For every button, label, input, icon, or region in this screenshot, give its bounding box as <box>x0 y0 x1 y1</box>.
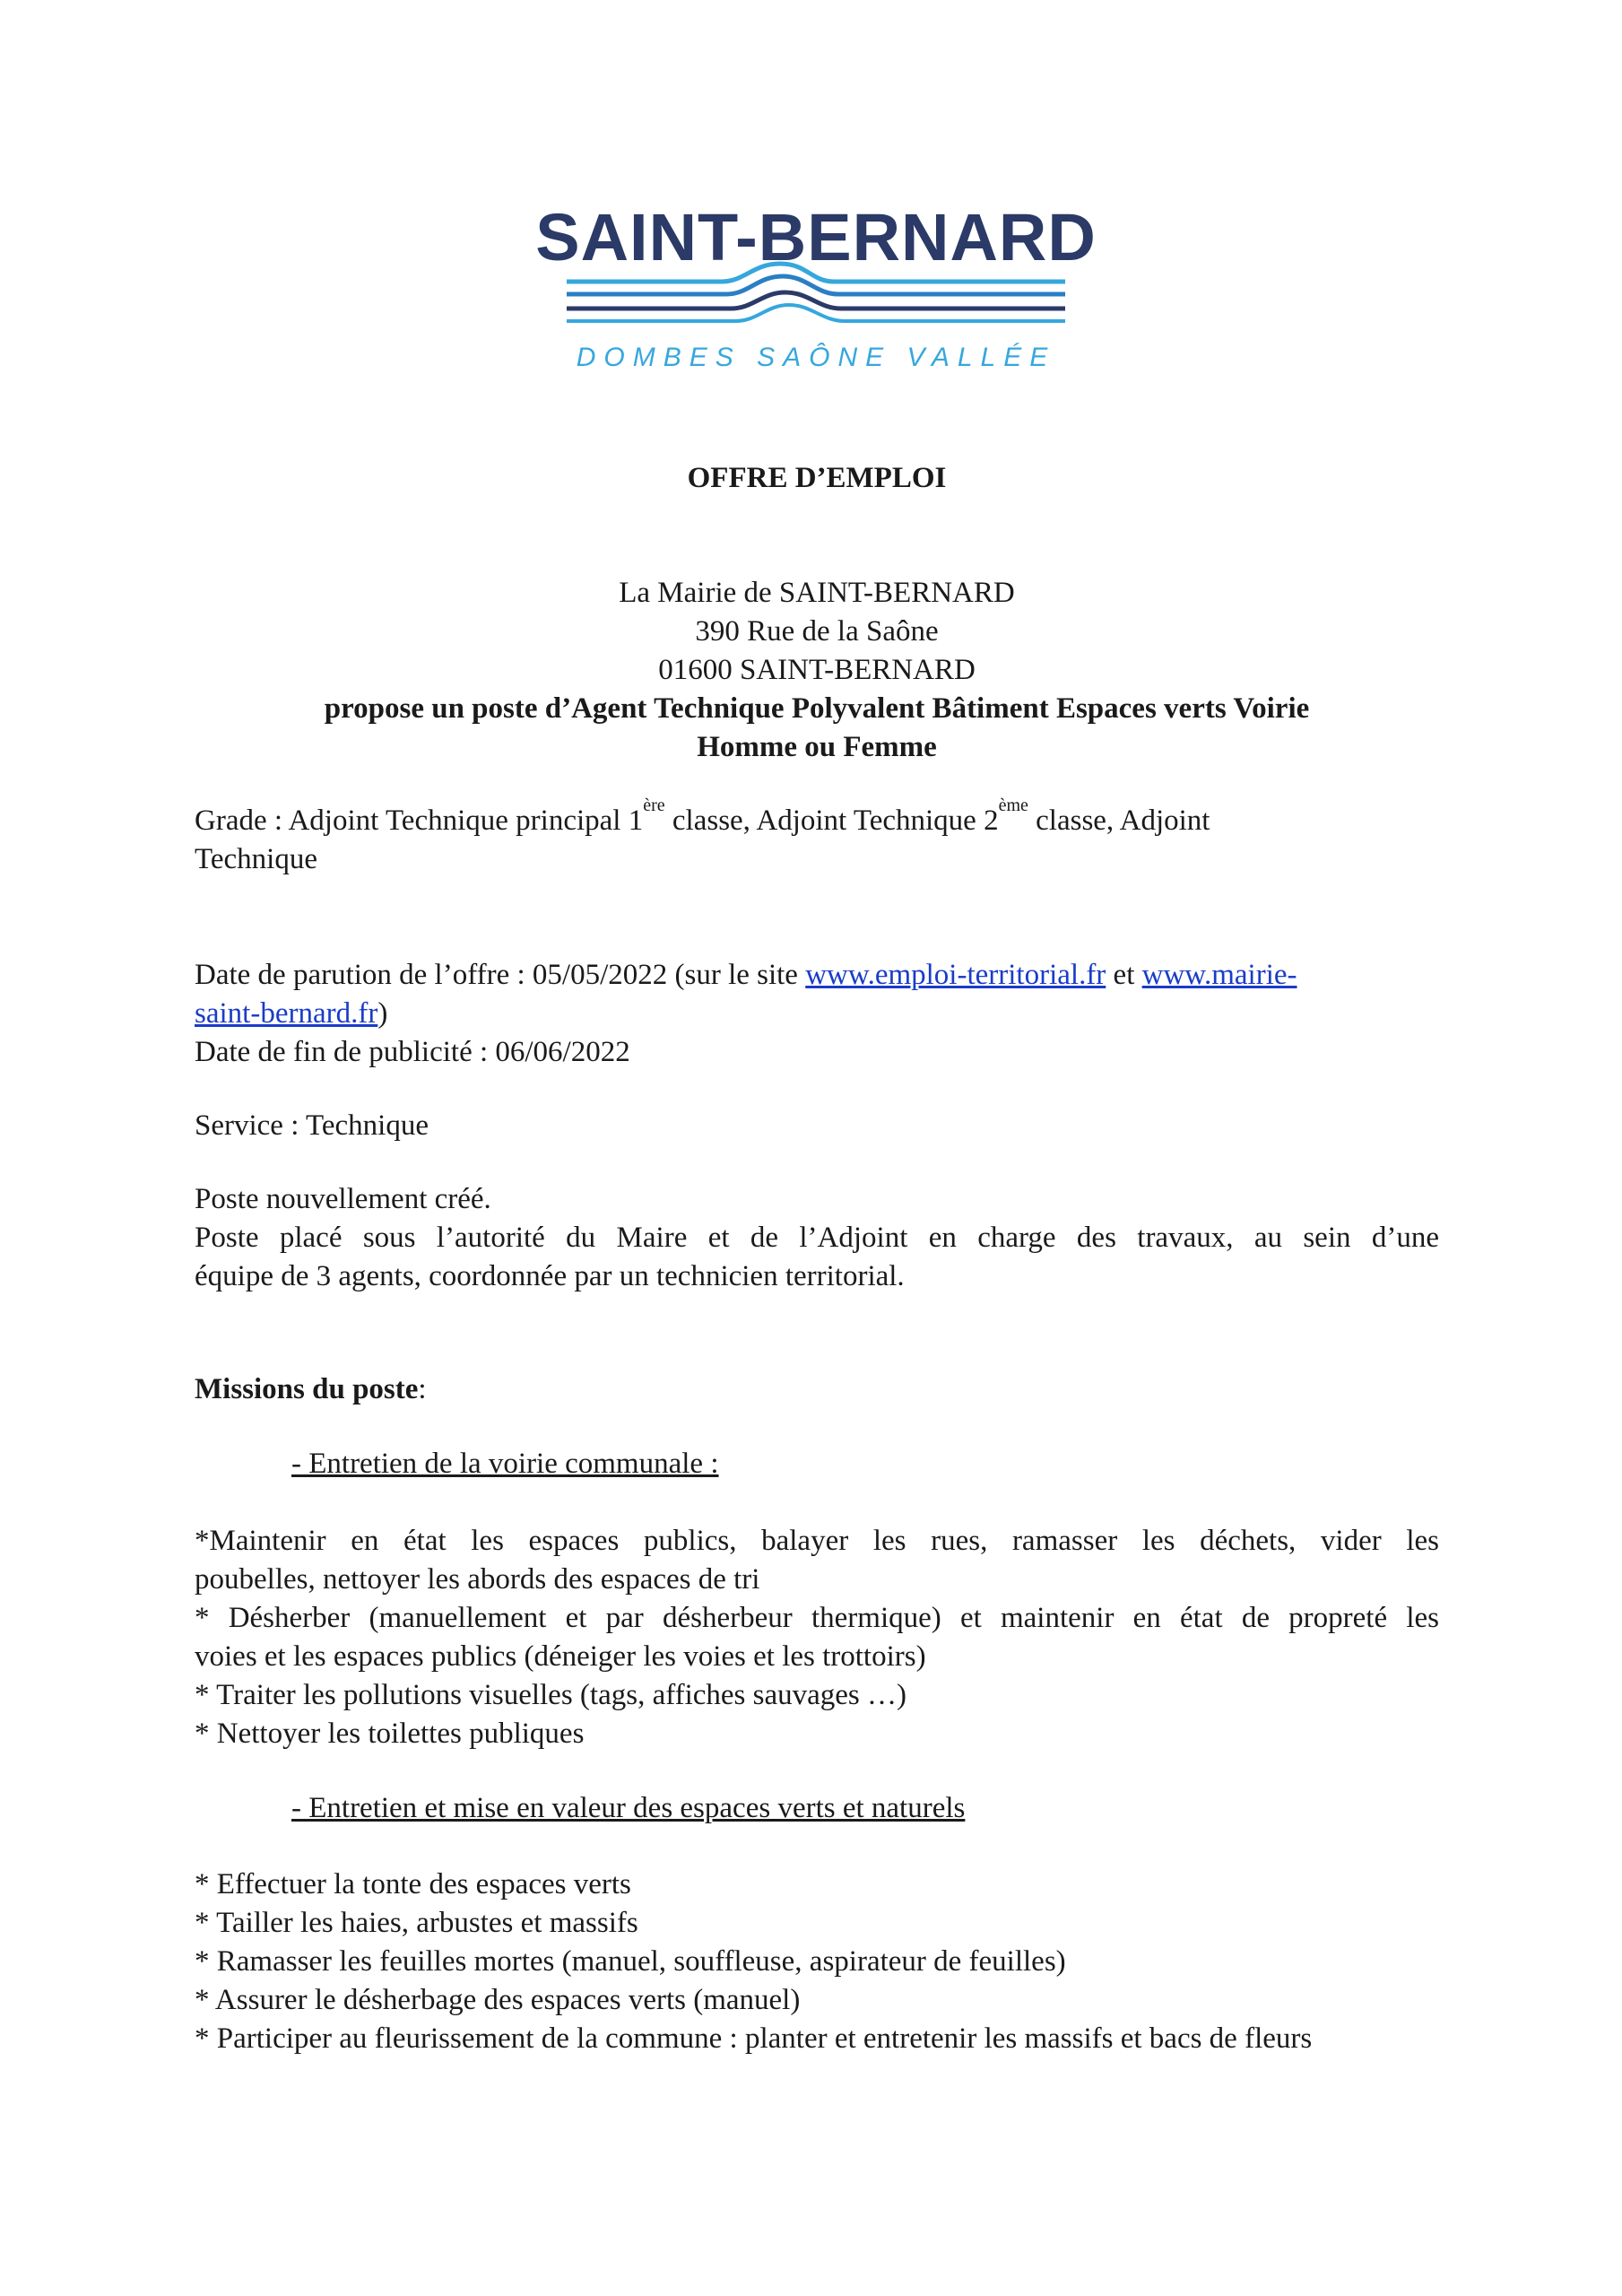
voirie-item: * Désherber (manuellement et par désherbeur thermique) et maintenir en état de propreté les <box>195 1602 1439 1634</box>
publication-date-prefix: Date de parution de l’offre : 05/05/2022 (sur le site <box>195 959 806 991</box>
saint-bernard-logo <box>535 200 1097 384</box>
voirie-title: - Entretien de la voirie communale : <box>291 1448 719 1480</box>
espaces-verts-item: * Participer au fleurissement de la commune : planter et entretenir les massifs et bacs de fleurs <box>195 2022 1313 2055</box>
employer-street: 390 Rue de la Saône <box>695 615 939 648</box>
missions-heading-line <box>195 1370 1439 1409</box>
mairie-link-part2[interactable]: saint-bernard.fr <box>195 997 378 1030</box>
mairie-link-part1[interactable]: www.mairie- <box>1141 959 1297 991</box>
grade-suffix: classe, Adjoint <box>1028 804 1210 837</box>
end-date: Date de fin de publicité : 06/06/2022 <box>195 1036 630 1068</box>
voirie-item: poubelles, nettoyer les abords des espaces de tri <box>195 1563 760 1596</box>
espaces-verts-item: * Ramasser les feuilles mortes (manuel, souffleuse, aspirateur de feuilles) <box>195 1945 1066 1978</box>
poste-team: équipe de 3 agents, coordonnée par un technicien territorial. <box>195 1260 905 1292</box>
emploi-territorial-link[interactable]: www.emploi-territorial.fr <box>805 959 1106 991</box>
missions-heading: Missions du poste <box>195 1373 419 1405</box>
logo-graphic <box>535 200 1097 384</box>
employer-name: La Mairie de SAINT-BERNARD <box>619 577 1015 609</box>
voirie-item: * Traiter les pollutions visuelles (tags, affiches sauvages …) <box>195 1679 907 1711</box>
grade-prefix: Grade : Adjoint Technique principal 1 <box>195 804 644 837</box>
espaces-verts-item: * Tailler les haies, arbustes et massifs <box>195 1907 638 1939</box>
poste-authority: Poste placé sous l’autorité du Maire et de l’Adjoint en charge des travaux, au sein d’une <box>195 1222 1439 1254</box>
job-gender: Homme ou Femme <box>697 731 937 763</box>
publication-date-line-2 <box>195 995 1439 1033</box>
voirie-item: * Nettoyer les toilettes publiques <box>195 1718 585 1750</box>
espaces-verts-title: - Entretien et mise en valeur des espaces verts et naturels <box>291 1792 966 1824</box>
grade-mid: classe, Adjoint Technique 2 <box>664 804 999 837</box>
close-paren: ) <box>377 997 388 1030</box>
job-proposal: propose un poste d’Agent Technique Polyvalent Bâtiment Espaces verts Voirie <box>324 692 1310 725</box>
grade-sup-2: ème <box>998 796 1028 815</box>
missions-heading-colon: : <box>418 1373 427 1405</box>
poste-created: Poste nouvellement créé. <box>195 1183 491 1215</box>
svg-text:SAINT-BERNARD: SAINT-BERNARD <box>535 200 1097 274</box>
espaces-verts-item: * Effectuer la tonte des espaces verts <box>195 1868 631 1900</box>
voirie-item: *Maintenir en état les espaces publics, balayer les rues, ramasser les déchets, vider les <box>195 1525 1439 1557</box>
svg-text:DOMBES SAÔNE VALLÉE: DOMBES SAÔNE VALLÉE <box>576 343 1056 372</box>
service: Service : Technique <box>195 1109 429 1142</box>
grade-line <box>195 796 1439 840</box>
and-text: et <box>1106 959 1142 991</box>
voirie-item: voies et les espaces publics (déneiger les voies et les trottoirs) <box>195 1640 926 1673</box>
espaces-verts-item: * Assurer le désherbage des espaces verts (manuel) <box>195 1984 801 2016</box>
page-title: OFFRE D’EMPLOI <box>687 462 947 494</box>
voirie-section <box>195 1445 1536 1483</box>
espaces-verts-section <box>195 1789 1536 1828</box>
employer-city: 01600 SAINT-BERNARD <box>658 654 976 686</box>
grade-sup-1: ère <box>643 796 665 815</box>
grade-line-2: Technique <box>195 843 317 875</box>
publication-date-line <box>195 956 1439 995</box>
